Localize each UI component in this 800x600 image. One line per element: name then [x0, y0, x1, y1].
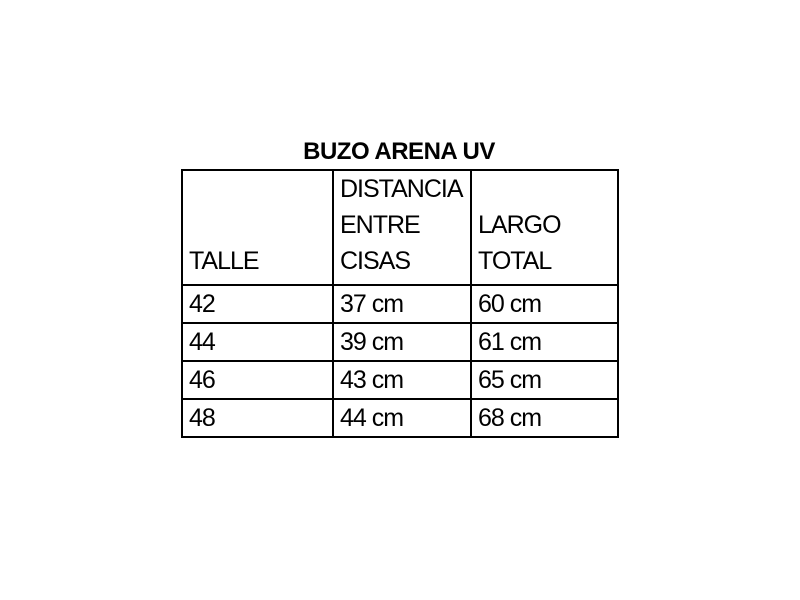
- header-distancia-line-1: DISTANCIA: [340, 175, 463, 203]
- cell-talle: 44: [182, 323, 333, 361]
- header-talle: [182, 170, 333, 285]
- table-row: [182, 285, 618, 323]
- header-distancia-entre-cisas: [333, 170, 471, 285]
- cell-talle: 46: [182, 361, 333, 399]
- cell-talle: 48: [182, 399, 333, 437]
- size-table: [181, 169, 619, 438]
- header-distancia-line-2: ENTRE: [340, 211, 420, 239]
- cell-largo-total: 61 cm: [471, 323, 618, 361]
- cell-distancia-entre-cisas: 37 cm: [333, 285, 471, 323]
- table-row: [182, 399, 618, 437]
- cell-talle: 42: [182, 285, 333, 323]
- cell-distancia-entre-cisas: 43 cm: [333, 361, 471, 399]
- cell-largo-total: 68 cm: [471, 399, 618, 437]
- header-largo-total: [471, 170, 618, 285]
- header-distancia-line-3: CISAS: [340, 247, 411, 275]
- size-chart: [181, 138, 617, 438]
- cell-largo-total: 60 cm: [471, 285, 618, 323]
- header-largo-line-1: LARGO: [478, 211, 561, 239]
- cell-distancia-entre-cisas: 39 cm: [333, 323, 471, 361]
- table-row: [182, 323, 618, 361]
- page-title: BUZO ARENA UV: [303, 138, 495, 165]
- table-header-row: [182, 170, 618, 285]
- table-row: [182, 361, 618, 399]
- header-talle-label: TALLE: [189, 247, 259, 275]
- cell-largo-total: 65 cm: [471, 361, 618, 399]
- cell-distancia-entre-cisas: 44 cm: [333, 399, 471, 437]
- header-largo-line-2: TOTAL: [478, 247, 552, 275]
